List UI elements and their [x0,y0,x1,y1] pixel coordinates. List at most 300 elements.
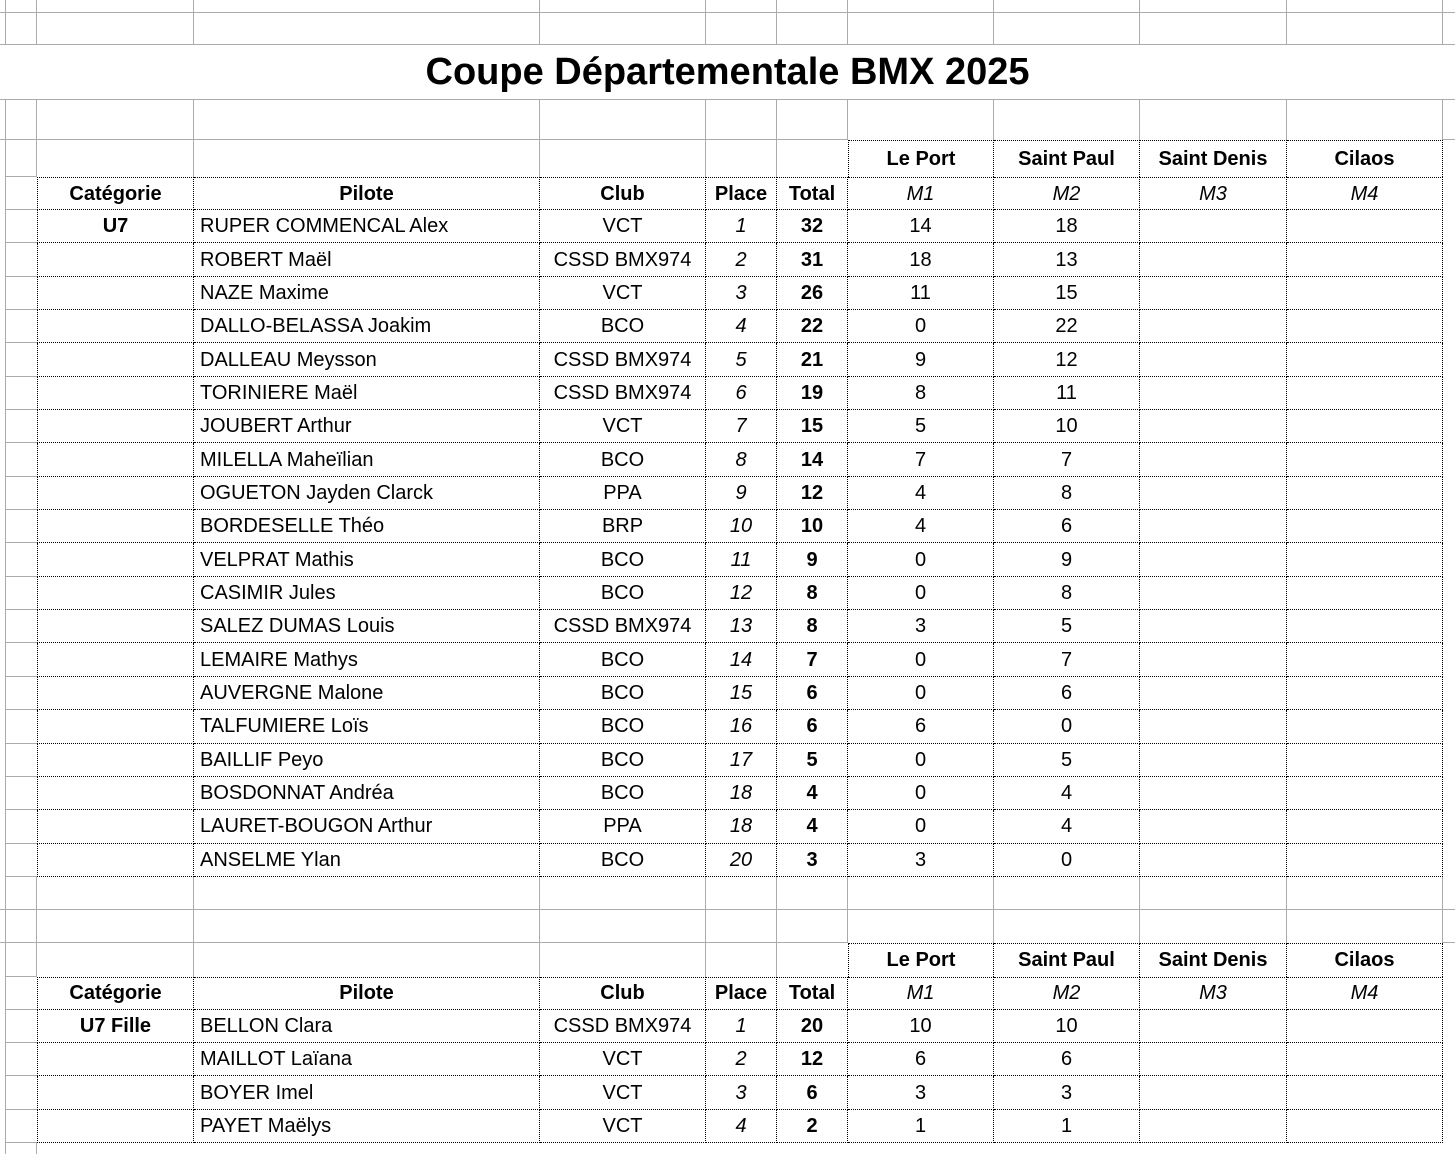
cell-categorie: U7 [37,210,194,243]
venue-header-saint-paul: Saint Paul [994,943,1140,977]
cell-total: 15 [777,410,848,443]
grid-cell [1443,443,1455,476]
cell-categorie [37,1110,194,1143]
grid-cell [1443,310,1455,343]
cell-pilote: TORINIERE Maël [194,377,540,410]
cell-place: 9 [706,477,777,510]
grid-cell [194,943,540,977]
cell-m4 [1287,744,1443,777]
grid-cell [6,1076,37,1109]
cell-total: 22 [777,310,848,343]
venue-header-saint-denis: Saint Denis [1140,943,1287,977]
cell-place: 18 [706,777,777,810]
cell-pilote: BOSDONNAT Andréa [194,777,540,810]
cell-m3 [1140,277,1287,310]
grid-cell [6,210,37,243]
grid-cell [6,777,37,810]
cell-m1: 14 [848,210,994,243]
cell-pilote: VELPRAT Mathis [194,543,540,576]
grid-cell [194,100,540,140]
grid-cell [777,0,848,12]
grid-cell [6,543,37,576]
cell-categorie: U7 Fille [37,1010,194,1043]
cell-m4 [1287,477,1443,510]
grid-cell [1443,377,1455,410]
rider-row [0,744,1455,777]
rider-row [0,777,1455,810]
cell-club: BCO [540,844,706,877]
grid-cell [777,140,848,177]
column-header-row [0,177,1455,210]
grid-cell [6,643,37,676]
cell-m2: 6 [994,1043,1140,1076]
cell-m4 [1287,277,1443,310]
grid-cell [706,943,777,977]
grid-cell [1443,477,1455,510]
grid-cell [540,943,706,977]
cell-club: PPA [540,477,706,510]
grid-cell [6,243,37,276]
col-header-m4: M4 [1287,977,1443,1010]
cell-pilote: OGUETON Jayden Clarck [194,477,540,510]
cell-total: 9 [777,543,848,576]
cell-pilote: ANSELME Ylan [194,844,540,877]
cell-total: 8 [777,610,848,643]
rider-row [0,643,1455,676]
cell-m4 [1287,1110,1443,1143]
grid-cell [1443,210,1455,243]
cell-m2: 9 [994,543,1140,576]
cell-place: 1 [706,210,777,243]
cell-categorie [37,510,194,543]
col-header-m4: M4 [1287,177,1443,210]
grid-row-top [0,0,1455,13]
cell-m1: 0 [848,777,994,810]
cell-m2: 7 [994,443,1140,476]
venue-header-row [0,943,1455,977]
cell-m4 [1287,1043,1443,1076]
title-row [0,45,1455,100]
rider-row [0,610,1455,643]
cell-place: 16 [706,710,777,743]
cell-categorie [37,677,194,710]
col-header-club: Club [540,177,706,210]
grid-cell [6,610,37,643]
cell-m2: 10 [994,410,1140,443]
grid-cell [6,177,37,210]
cell-m3 [1140,510,1287,543]
col-header-m3: M3 [1140,977,1287,1010]
cell-place: 2 [706,243,777,276]
grid-cell [6,377,37,410]
grid-cell [37,0,194,12]
cell-m4 [1287,810,1443,843]
grid-cell [994,910,1140,943]
col-header-m2: M2 [994,977,1140,1010]
cell-place: 7 [706,410,777,443]
grid-cell [1443,1010,1455,1043]
cell-total: 2 [777,1110,848,1143]
col-header-m1: M1 [848,177,994,210]
rider-row [0,343,1455,376]
grid-cell [6,877,37,909]
cell-m1: 0 [848,677,994,710]
cell-pilote: MAILLOT Laïana [194,1043,540,1076]
rider-row [0,543,1455,576]
cell-total: 12 [777,477,848,510]
grid-cell [6,443,37,476]
grid-cell [706,0,777,12]
venue-header-le-port: Le Port [848,140,994,177]
grid-cell [706,877,777,909]
cell-m3 [1140,477,1287,510]
grid-cell [1140,910,1287,943]
cell-m2: 1 [994,1110,1140,1143]
cell-club: BCO [540,310,706,343]
rider-row [0,210,1455,243]
cell-total: 19 [777,377,848,410]
cell-categorie [37,577,194,610]
cell-m1: 7 [848,443,994,476]
grid-cell [994,100,1140,140]
grid-cell [6,277,37,310]
cell-club: BCO [540,744,706,777]
grid-cell [37,13,194,44]
grid-cell [6,0,37,12]
grid-cell [1287,100,1443,140]
col-header-pilote: Pilote [194,977,540,1010]
cell-pilote: BORDESELLE Théo [194,510,540,543]
grid-cell [1140,0,1287,12]
grid-cell [1443,777,1455,810]
grid-cell [1443,977,1455,1010]
cell-categorie [37,744,194,777]
cell-m3 [1140,643,1287,676]
cell-place: 8 [706,443,777,476]
cell-pilote: PAYET Maëlys [194,1110,540,1143]
grid-cell [540,910,706,943]
cell-m4 [1287,777,1443,810]
cell-m3 [1140,1010,1287,1043]
cell-m4 [1287,243,1443,276]
grid-cell [6,977,37,1010]
rider-row [0,310,1455,343]
cell-pilote: TALFUMIERE Loïs [194,710,540,743]
grid-cell [6,677,37,710]
cell-m3 [1140,710,1287,743]
grid-cell [1443,100,1455,140]
cell-m2: 11 [994,377,1140,410]
grid-cell [1287,910,1443,943]
rider-row [0,443,1455,476]
cell-m1: 0 [848,744,994,777]
cell-m3 [1140,1076,1287,1109]
grid-cell [1140,13,1287,44]
col-header-pilote: Pilote [194,177,540,210]
grid-cell [6,1043,37,1076]
grid-cell [37,910,194,943]
cell-m4 [1287,1076,1443,1109]
cell-m2: 6 [994,677,1140,710]
grid-cell [1443,643,1455,676]
cell-place: 10 [706,510,777,543]
grid-cell [777,910,848,943]
cell-m1: 8 [848,377,994,410]
grid-cell [540,13,706,44]
grid-cell [1443,844,1455,877]
grid-cell [1443,243,1455,276]
cell-m2: 6 [994,510,1140,543]
grid-cell [994,13,1140,44]
cell-club: BCO [540,710,706,743]
grid-cell [6,577,37,610]
venue-header-cilaos: Cilaos [1287,140,1443,177]
grid-cell [1443,1143,1455,1154]
cell-place: 3 [706,277,777,310]
grid-cell [848,13,994,44]
grid-cell [706,1143,777,1154]
cell-m2: 7 [994,643,1140,676]
grid-cell [777,1143,848,1154]
grid-cell [6,1143,37,1154]
cell-m2: 8 [994,577,1140,610]
grid-cell [1443,1076,1455,1109]
grid-row [0,13,1455,45]
cell-m2: 0 [994,710,1140,743]
grid-cell [777,100,848,140]
cell-m1: 5 [848,410,994,443]
cell-m3 [1140,677,1287,710]
rider-row [0,710,1455,743]
spacer-row [0,910,1455,943]
grid-cell [1443,943,1455,977]
grid-cell [777,877,848,909]
cell-place: 13 [706,610,777,643]
grid-cell [1443,410,1455,443]
cell-m3 [1140,443,1287,476]
grid-cell [1443,744,1455,777]
cell-m4 [1287,844,1443,877]
cell-total: 6 [777,710,848,743]
cell-club: BCO [540,543,706,576]
grid-cell [1140,100,1287,140]
grid-cell [1443,677,1455,710]
cell-place: 5 [706,343,777,376]
cell-place: 6 [706,377,777,410]
grid-cell [706,13,777,44]
grid-cell [1443,577,1455,610]
cell-m3 [1140,577,1287,610]
cell-m1: 6 [848,1043,994,1076]
grid-cell [37,1143,194,1154]
grid-cell [6,1110,37,1143]
grid-row [0,100,1455,140]
cell-categorie [37,710,194,743]
cell-m2: 13 [994,243,1140,276]
grid-cell [1443,177,1455,210]
page-title: Coupe Départementale BMX 2025 [425,51,1030,93]
cell-m3 [1140,777,1287,810]
grid-cell [1443,1110,1455,1143]
column-header-row [0,977,1455,1010]
cell-club: BCO [540,677,706,710]
cell-m1: 1 [848,1110,994,1143]
venue-header-le-port: Le Port [848,943,994,977]
grid-cell [848,1143,994,1154]
cell-club: CSSD BMX974 [540,343,706,376]
cell-pilote: LEMAIRE Mathys [194,643,540,676]
cell-club: VCT [540,1076,706,1109]
grid-cell [1443,877,1455,909]
rider-row [0,577,1455,610]
venue-header-saint-denis: Saint Denis [1140,140,1287,177]
grid-cell [706,140,777,177]
cell-club: VCT [540,277,706,310]
grid-cell [540,1143,706,1154]
col-header-m3: M3 [1140,177,1287,210]
cell-total: 8 [777,577,848,610]
cell-m2: 10 [994,1010,1140,1043]
cell-total: 5 [777,744,848,777]
grid-cell [540,140,706,177]
grid-cell [1443,140,1455,177]
cell-place: 3 [706,1076,777,1109]
cell-categorie [37,810,194,843]
cell-pilote: NAZE Maxime [194,277,540,310]
rider-row [0,1043,1455,1076]
cell-m2: 15 [994,277,1140,310]
cell-m1: 0 [848,643,994,676]
grid-cell [1140,1143,1287,1154]
grid-cell [1287,13,1443,44]
cell-categorie [37,1043,194,1076]
rider-row [0,677,1455,710]
cell-club: CSSD BMX974 [540,377,706,410]
cell-categorie [37,543,194,576]
cell-m3 [1140,1043,1287,1076]
grid-cell [1140,877,1287,909]
cell-total: 3 [777,844,848,877]
cell-club: VCT [540,1110,706,1143]
cell-m3 [1140,410,1287,443]
cell-m4 [1287,610,1443,643]
cell-pilote: CASIMIR Jules [194,577,540,610]
cell-m2: 18 [994,210,1140,243]
cell-categorie [37,610,194,643]
grid-cell [540,100,706,140]
cell-pilote: AUVERGNE Malone [194,677,540,710]
cell-club: VCT [540,410,706,443]
grid-cell [1443,1043,1455,1076]
cell-m1: 0 [848,810,994,843]
cell-pilote: BELLON Clara [194,1010,540,1043]
grid-cell [6,410,37,443]
rider-row [0,1076,1455,1109]
grid-cell [1287,877,1443,909]
grid-cell [540,877,706,909]
cell-total: 12 [777,1043,848,1076]
cell-m3 [1140,610,1287,643]
cell-place: 4 [706,1110,777,1143]
cell-m3 [1140,543,1287,576]
cell-m1: 0 [848,310,994,343]
grid-cell [6,310,37,343]
cell-total: 6 [777,677,848,710]
cell-pilote: JOUBERT Arthur [194,410,540,443]
cell-m1: 0 [848,543,994,576]
col-header-m2: M2 [994,177,1140,210]
grid-cell [1443,610,1455,643]
grid-cell [1443,0,1455,12]
grid-cell [1443,343,1455,376]
grid-cell [194,140,540,177]
cell-pilote: DALLO-BELASSA Joakim [194,310,540,343]
grid-cell [6,510,37,543]
cell-place: 18 [706,810,777,843]
venue-header-row [0,140,1455,177]
cell-m3 [1140,343,1287,376]
cell-m2: 3 [994,1076,1140,1109]
cell-place: 1 [706,1010,777,1043]
venue-header-saint-paul: Saint Paul [994,140,1140,177]
cell-place: 12 [706,577,777,610]
cell-pilote: MILELLA Maheïlian [194,443,540,476]
cell-pilote: BAILLIF Peyo [194,744,540,777]
grid-cell [6,943,37,977]
rider-row [0,1110,1455,1143]
cell-m2: 5 [994,744,1140,777]
cell-total: 20 [777,1010,848,1043]
grid-cell [6,1010,37,1043]
col-header-categorie: Catégorie [37,977,194,1010]
cell-pilote: BOYER Imel [194,1076,540,1109]
grid-cell [994,0,1140,12]
cell-categorie [37,643,194,676]
cell-place: 17 [706,744,777,777]
rider-row [0,844,1455,877]
cell-club: PPA [540,810,706,843]
cell-total: 31 [777,243,848,276]
grid-cell [994,1143,1140,1154]
cell-club: VCT [540,210,706,243]
cell-pilote: ROBERT Maël [194,243,540,276]
grid-cell [706,910,777,943]
cell-club: BCO [540,643,706,676]
grid-cell [777,13,848,44]
cell-pilote: DALLEAU Meysson [194,343,540,376]
cell-club: CSSD BMX974 [540,610,706,643]
grid-cell [1443,510,1455,543]
grid-cell [1443,543,1455,576]
cell-club: BCO [540,577,706,610]
grid-cell [37,140,194,177]
cell-club: BRP [540,510,706,543]
grid-cell [194,910,540,943]
grid-cell [848,877,994,909]
grid-cell [1443,277,1455,310]
cell-total: 21 [777,343,848,376]
rider-row [0,377,1455,410]
cell-m2: 4 [994,777,1140,810]
cell-m4 [1287,343,1443,376]
grid-cell [6,744,37,777]
grid-cell [6,13,37,44]
grid-cell [6,477,37,510]
cell-m4 [1287,710,1443,743]
cell-pilote: SALEZ DUMAS Louis [194,610,540,643]
cell-categorie [37,777,194,810]
grid-cell [194,1143,540,1154]
